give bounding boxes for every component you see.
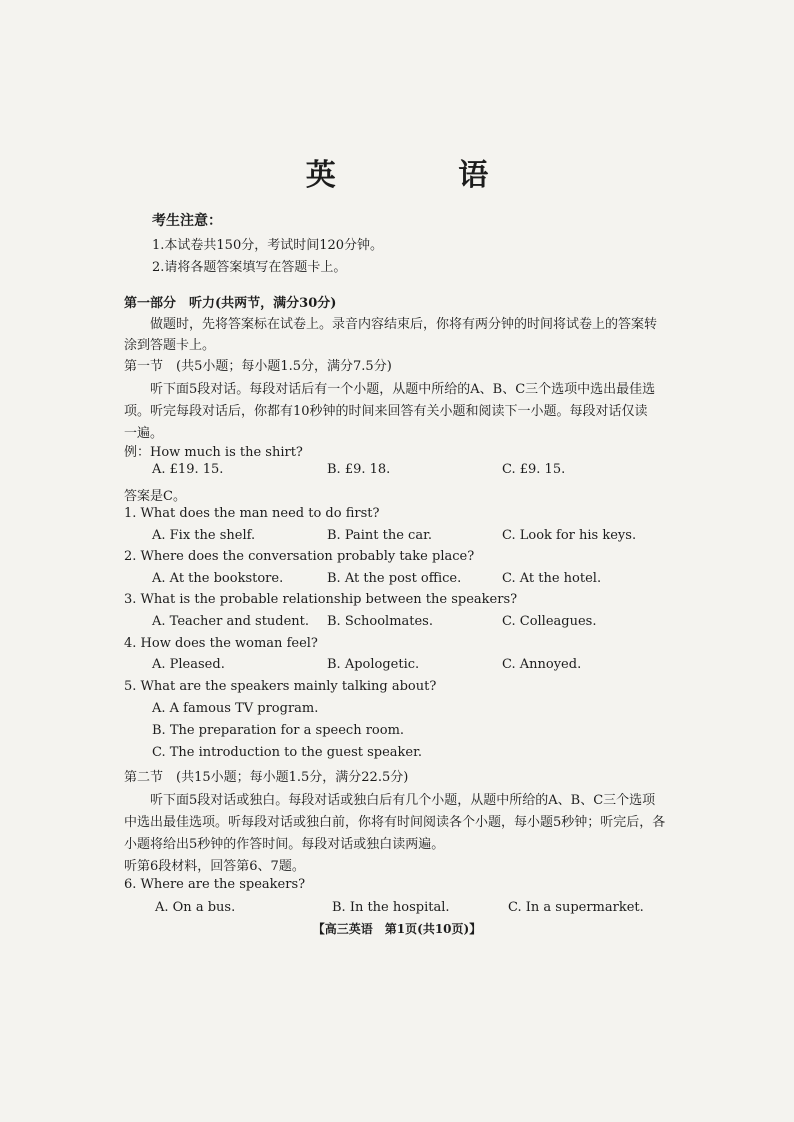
q5-option-c: C. The introduction to the guest speaker. xyxy=(152,745,423,760)
q4-option-c: C. Annoyed. xyxy=(502,657,582,672)
q2-option-b: B. At the post office. xyxy=(327,571,462,586)
page-title: 英 语 xyxy=(305,158,545,193)
q3-option-a: A. Teacher and student. xyxy=(152,614,310,629)
q6-option-c: C. In a supermarket. xyxy=(508,900,644,915)
question-1: 1. What does the man need to do first? xyxy=(124,506,380,521)
q1-option-c: C. Look for his keys. xyxy=(502,528,637,543)
example-option-c: C. £9. 15. xyxy=(502,462,566,477)
notice-heading: 考生注意： xyxy=(152,213,222,229)
q5-option-a: A. A famous TV program. xyxy=(152,701,319,716)
q2-option-c: C. At the hotel. xyxy=(502,571,602,586)
question-6: 6. Where are the speakers? xyxy=(124,877,306,892)
question-3: 3. What is the probable relationship between the speakers? xyxy=(124,592,518,607)
example-answer: 答案是C。 xyxy=(124,489,186,504)
part1-heading: 第一部分 听力(共两节，满分30分) xyxy=(124,296,337,311)
q6-option-a: A. On a bus. xyxy=(155,900,236,915)
question-4: 4. How does the woman feel? xyxy=(124,636,318,651)
section1-heading: 第一节 (共5小题；每小题1.5分，满分7.5分) xyxy=(124,359,392,374)
notice-item: 1.本试卷共150分，考试时间120分钟。 xyxy=(152,238,384,253)
question-5: 5. What are the speakers mainly talking about? xyxy=(124,679,437,694)
notice-item: 2.请将各题答案填写在答题卡上。 xyxy=(152,260,347,275)
section1-intro: 听下面5段对话。每段对话后有一个小题，从题中所给的A、B、C三个选项中选出最佳选 xyxy=(150,382,656,397)
question-2: 2. Where does the conversation probably take place? xyxy=(124,549,475,564)
section1-intro: 项。听完每段对话后，你都有10秒钟的时间来回答有关小题和阅读下一小题。每段对话仅读 xyxy=(124,404,648,419)
section2-intro: 听下面5段对话或独白。每段对话或独白后有几个小题，从题中所给的A、B、C三个选项 xyxy=(150,793,656,808)
example-option-b: B. £9. 18. xyxy=(327,462,391,477)
q3-option-c: C. Colleagues. xyxy=(502,614,597,629)
q4-option-b: B. Apologetic. xyxy=(327,657,420,672)
section2-intro: 中选出最佳选项。听每段对话或独白前，你将有时间阅读各个小题，每小题5秒钟；听完后，各 xyxy=(124,815,666,830)
q1-option-a: A. Fix the shelf. xyxy=(152,528,256,543)
example-option-a: A. £19. 15. xyxy=(152,462,224,477)
section2-heading: 第二节 (共15小题；每小题1.5分，满分22.5分) xyxy=(124,770,409,785)
example-question: 例：How much is the shirt? xyxy=(124,445,303,460)
section2-intro: 小题将给出5秒钟的作答时间。每段对话或独白读两遍。 xyxy=(124,837,445,852)
q6-option-b: B. In the hospital. xyxy=(332,900,450,915)
page-footer: 【高三英语 第1页(共10页)】 xyxy=(312,922,482,936)
part1-intro: 做题时，先将答案标在试卷上。录音内容结束后，你将有两分钟的时间将试卷上的答案转 xyxy=(150,317,658,332)
part1-intro: 涂到答题卡上。 xyxy=(124,338,216,353)
q4-option-a: A. Pleased. xyxy=(152,657,225,672)
q1-option-b: B. Paint the car. xyxy=(327,528,432,543)
section2-material: 听第6段材料，回答第6、7题。 xyxy=(124,859,305,874)
q2-option-a: A. At the bookstore. xyxy=(152,571,284,586)
q3-option-b: B. Schoolmates. xyxy=(327,614,433,629)
section1-intro: 一遍。 xyxy=(124,426,164,441)
q5-option-b: B. The preparation for a speech room. xyxy=(152,723,405,738)
